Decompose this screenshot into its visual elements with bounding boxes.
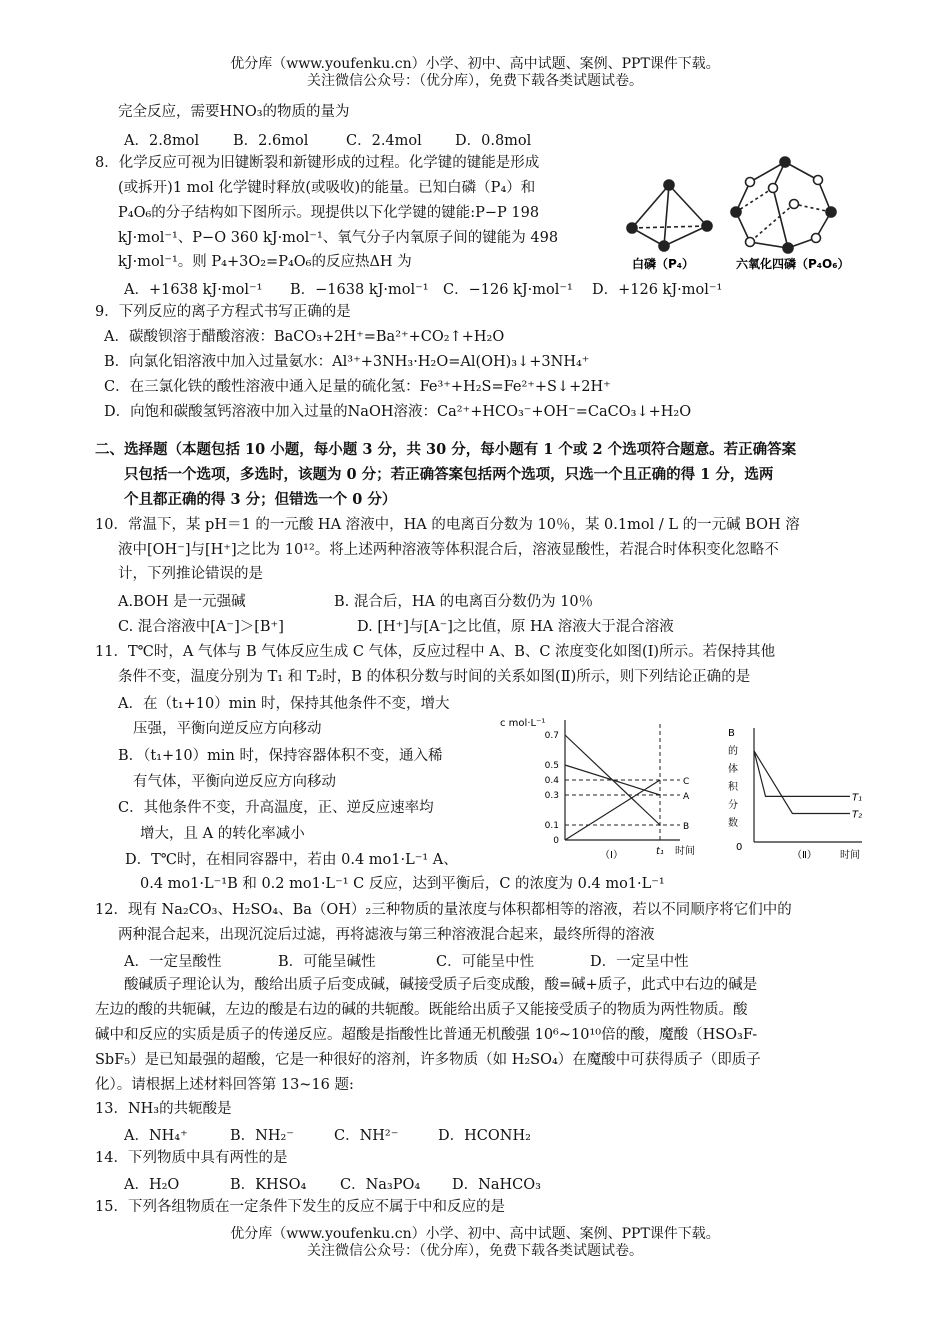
chart2-ylabel-char-0: B bbox=[728, 728, 735, 739]
q7-stem-end: 完全反应，需要HNO₃的物质的量为 bbox=[118, 104, 350, 120]
chart1-y-tick-5: 0 bbox=[553, 836, 559, 846]
chart1-xlabel: 时间 bbox=[675, 846, 695, 857]
chart2-ylabel-char-1: 的 bbox=[728, 746, 738, 757]
q14-option-d: D．NaHCO₃ bbox=[452, 1177, 541, 1193]
q8-option-d: D．+126 kJ·mol⁻¹ bbox=[592, 282, 723, 298]
section2-line-1: 二、选择题（本题包括 10 小题，每小题 3 分，共 30 分，每小题有 1 个或 2 个选项符合题意。若正确答案 bbox=[95, 441, 797, 458]
q9-stem: 9．下列反应的离子方程式书写正确的是 bbox=[95, 304, 351, 320]
chart2-label-0: T₁ bbox=[852, 792, 863, 804]
chart2-series-1 bbox=[754, 751, 850, 814]
chart2-xlabel: 时间 bbox=[840, 850, 860, 861]
chart1-y-tick-0: 0.7 bbox=[544, 731, 559, 741]
p4-label: 白磷（P₄） bbox=[632, 257, 695, 271]
q11-option-b-1: B．（t₁+10）min 时，保持容器体积不变，通入稀 bbox=[118, 748, 443, 764]
chart2-title: （Ⅱ） bbox=[792, 850, 817, 861]
q11-option-a-1: A．在（t₁+10）min 时，保持其他条件不变，增大 bbox=[118, 696, 450, 712]
q8-line-4: kJ·mol⁻¹、P−O 360 kJ·mol⁻¹、氧气分子内氧原子间的键能为 498 bbox=[118, 230, 559, 246]
q13-option-a: A．NH₄⁺ bbox=[124, 1128, 188, 1144]
chart2-label-1: T₂ bbox=[852, 809, 863, 821]
q9-option-d: D．向饱和碳酸氢钙溶液中加入过量的NaOH溶液：Ca²⁺+HCO₃⁻+OH⁻=CaCO₃↓+H₂O bbox=[104, 404, 692, 420]
chart1-label-C: C bbox=[683, 777, 690, 787]
q11-line-1: 11．T℃时，A 气体与 B 气体反应生成 C 气体，反应过程中 A、B、C 浓度变化如图(Ⅰ)所示。若保持其他 bbox=[95, 644, 776, 660]
q15-stem: 15．下列各组物质在一定条件下发生的反应不属于中和反应的是 bbox=[95, 1199, 505, 1215]
q12-line-2: 两种混合起来，出现沉淀后过滤，再将滤液与第三种溶液混合起来，最终所得的溶液 bbox=[118, 927, 655, 943]
chart2-ylabel-char-2: 体 bbox=[728, 764, 738, 775]
p4-structure bbox=[627, 180, 712, 251]
q12-option-a: A．一定呈酸性 bbox=[124, 954, 222, 970]
section2-line-2: 只包括一个选项，多选时，该题为 0 分；若正确答案包括两个选项，只选一个且正确的得 1 分，选两 bbox=[124, 466, 774, 483]
chart1-title: （Ⅰ） bbox=[600, 850, 623, 861]
q8-line-2: (或拆开)1 mol 化学键时释放(或吸收)的能量。已知白磷（P₄）和 bbox=[118, 180, 536, 196]
q9-option-c: C．在三氯化铁的酸性溶液中通入足量的硫化氢：Fe³⁺+H₂S=Fe²⁺+S↓+2H⁺ bbox=[104, 379, 611, 395]
section2-line-3: 个且都正确的得 3 分；但错选一个 0 分） bbox=[124, 491, 397, 508]
q11-option-d-2: 0.4 mo1·L⁻¹B 和 0.2 mo1·L⁻¹ C 反应，达到平衡后，C 的浓度为 0.4 mo1·L⁻¹ bbox=[140, 876, 665, 892]
q13-option-b: B．NH₂⁻ bbox=[230, 1128, 294, 1144]
chart1-label-A: A bbox=[683, 792, 690, 802]
chart1-x-tick-t1: t₁ bbox=[656, 846, 664, 857]
passage-line-2: 左边的酸的共轭碱，左边的酸是右边的碱的共轭酸。既能给出质子又能接受质子的物质为两性物质。酸 bbox=[95, 1002, 748, 1018]
chart2-ylabel-char-5: 数 bbox=[728, 818, 738, 829]
q14-option-a: A．H₂O bbox=[124, 1177, 180, 1193]
q8-line-5: kJ·mol⁻¹。则 P₄+3O₂=P₄O₆的反应热ΔH 为 bbox=[118, 254, 412, 270]
q14-stem: 14．下列物质中具有两性的是 bbox=[95, 1150, 288, 1166]
q14-option-b: B．KHSO₄ bbox=[230, 1177, 307, 1193]
q14-option-c: C．Na₃PO₄ bbox=[340, 1177, 421, 1193]
header-line-2: 关注微信公众号：（优分库），免费下载各类试题试卷。 bbox=[307, 73, 643, 89]
q10-line-1: 10．常温下，某 pH＝1 的一元酸 HA 溶液中，HA 的电离百分数为 10％，某 0.1mol / L 的一元碱 BOH 溶 bbox=[95, 517, 800, 533]
molecule-figure bbox=[618, 150, 868, 275]
footer-line-1: 优分库（www.youfenku.cn）小学、初中、高中试题、案例、PPT课件下载。 bbox=[230, 1226, 720, 1242]
page-header bbox=[0, 56, 950, 90]
q10-option-d: D. [H⁺]与[A⁻]之比值，原 HA 溶液大于混合溶液 bbox=[357, 619, 674, 635]
q7-option-a: A．2.8mol bbox=[124, 133, 200, 149]
q13-stem: 13．NH₃的共轭酸是 bbox=[95, 1101, 232, 1117]
q8-line-3: P₄O₆的分子结构如下图所示。现提供以下化学键的键能:P−P 198 bbox=[118, 205, 540, 221]
q9-option-a: A．碳酸钡溶于醋酸溶液：BaCO₃+2H⁺=Ba²⁺+CO₂↑+H₂O bbox=[104, 329, 505, 345]
q8-option-c: C．−126 kJ·mol⁻¹ bbox=[443, 282, 573, 298]
q12-option-d: D．一定呈中性 bbox=[590, 954, 689, 970]
chart1-series-C bbox=[565, 780, 660, 840]
page-footer bbox=[0, 1226, 950, 1260]
q10-line-3: 计，下列推论错误的是 bbox=[118, 566, 263, 582]
q11-option-d-1: D．T℃时，在相同容器中，若由 0.4 mo1·L⁻¹ A、 bbox=[125, 852, 458, 868]
q10-option-b: B. 混合后，HA 的电离百分数仍为 10％ bbox=[334, 594, 594, 610]
q8-option-b: B．−1638 kJ·mol⁻¹ bbox=[290, 282, 429, 298]
q11-option-c-2: 增大，且 A 的转化率减小 bbox=[140, 826, 305, 842]
passage-line-4: SbF₅）是已知最强的超酸，它是一种很好的溶剂，许多物质（如 H₂SO₄）在魔酸中可获得质子（即质子 bbox=[95, 1052, 761, 1068]
chart1-y-tick-1: 0.5 bbox=[544, 761, 559, 771]
chart2-origin: 0 bbox=[736, 842, 743, 853]
chart2-ylabel-char-4: 分 bbox=[728, 800, 738, 811]
q7-option-b: B．2.6mol bbox=[233, 133, 309, 149]
header-line-1: 优分库（www.youfenku.cn）小学、初中、高中试题、案例、PPT课件下载。 bbox=[230, 56, 720, 72]
q12-option-b: B．可能呈碱性 bbox=[278, 954, 376, 970]
q8-option-a: A．+1638 kJ·mol⁻¹ bbox=[124, 282, 263, 298]
q11-line-2: 条件不变，温度分别为 T₁ 和 T₂时，B 的体积分数与时间的关系如图(Ⅱ)所示，则下列结论正确的是 bbox=[118, 669, 751, 685]
footer-line-2: 关注微信公众号：（优分库），免费下载各类试题试卷。 bbox=[307, 1243, 643, 1259]
p4o6-structure bbox=[731, 157, 836, 253]
chart2-ylabel-char-3: 积 bbox=[728, 782, 738, 793]
q9-option-b: B．向氯化铝溶液中加入过量氨水：Al³⁺+3NH₃·H₂O=Al(OH)₃↓+3NH₄⁺ bbox=[104, 354, 590, 370]
passage-line-5: 化）。请根据上述材料回答第 13~16 题: bbox=[95, 1077, 354, 1093]
passage-line-3: 碱中和反应的实质是质子的传递反应。超酸是指酸性比普通无机酸强 10⁶~10¹⁰倍的酸，魔酸（HSO₃F- bbox=[95, 1027, 758, 1043]
chart1-y-tick-2: 0.4 bbox=[544, 776, 559, 786]
q7-option-d: D．0.8mol bbox=[455, 133, 532, 149]
volume-fraction-chart bbox=[722, 722, 872, 864]
q10-option-a: A.BOH 是一元强碱 bbox=[118, 594, 246, 610]
q11-option-a-2: 压强，平衡向逆反应方向移动 bbox=[133, 721, 322, 737]
q10-line-2: 液中[OH⁻]与[H⁺]之比为 10¹²。将上述两种溶液等体积混合后，溶液显酸性，若混合时体积变化忽略不 bbox=[118, 542, 779, 558]
chart1-label-B: B bbox=[683, 822, 690, 832]
q8-line-1: 8．化学反应可视为旧键断裂和新键形成的过程。化学键的键能是形成 bbox=[95, 155, 540, 171]
q7-option-c: C．2.4mol bbox=[346, 133, 422, 149]
q12-line-1: 12．现有 Na₂CO₃、H₂SO₄、Ba（OH）₂三种物质的量浓度与体积都相等的溶液，若以不同顺序将它们中的 bbox=[95, 902, 792, 918]
passage-line-1: 酸碱质子理论认为，酸给出质子后变成碱，碱接受质子后变成酸，酸=碱+质子，此式中右边的碱是 bbox=[124, 977, 758, 993]
q13-option-d: D．HCONH₂ bbox=[438, 1128, 531, 1144]
chart1-y-tick-4: 0.1 bbox=[544, 821, 559, 831]
concentration-chart bbox=[495, 706, 705, 864]
chart1-y-tick-3: 0.3 bbox=[544, 791, 559, 801]
q11-option-c-1: C．其他条件不变，升高温度，正、逆反应速率均 bbox=[118, 800, 434, 816]
q11-option-b-2: 有气体，平衡向逆反应方向移动 bbox=[133, 774, 336, 790]
q12-option-c: C．可能呈中性 bbox=[436, 954, 535, 970]
q10-option-c: C. 混合溶液中[A⁻]＞[B⁺] bbox=[118, 619, 284, 635]
p4o6-label: 六氧化四磷（P₄O₆） bbox=[736, 257, 850, 271]
chart1-ylabel: c mol·L⁻¹ bbox=[500, 718, 546, 729]
q13-option-c: C．NH²⁻ bbox=[334, 1128, 399, 1144]
